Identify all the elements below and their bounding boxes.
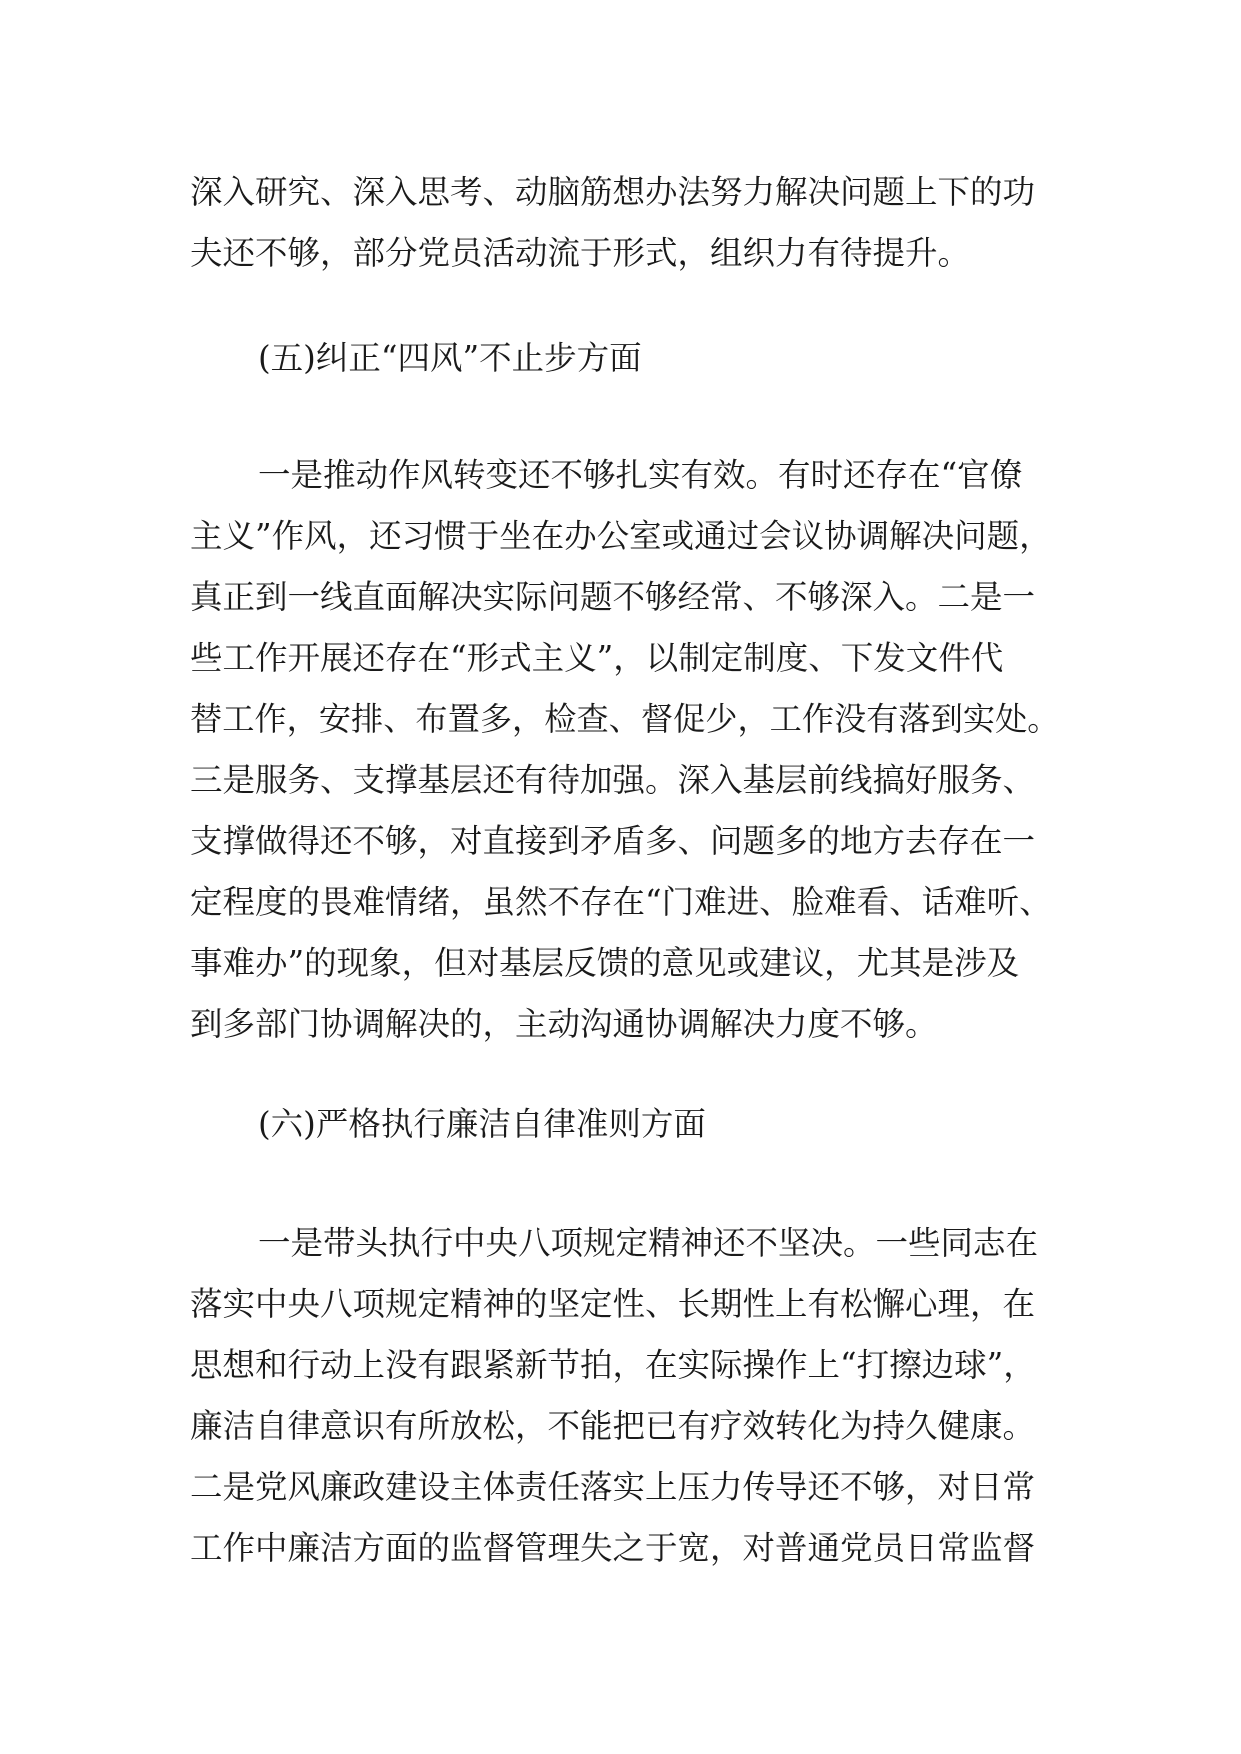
paragraph-line: 主义”作风，还习惯于坐在办公室或通过会议协调解决问题， <box>190 517 1052 555</box>
paragraph-four-winds <box>190 445 1060 1055</box>
paragraph-integrity <box>190 1213 1060 1579</box>
paragraph-line: 三是服务、支撑基层还有待加强。深入基层前线搞好服务、 <box>190 761 1036 799</box>
paragraph-line: 些工作开展还存在“形式主义”，以制定制度、下发文件代 <box>190 639 1004 677</box>
paragraph-line: 落实中央八项规定精神的坚定性、长期性上有松懈心理，在 <box>190 1285 1036 1323</box>
paragraph-line: 深入研究、深入思考、动脑筋想办法努力解决问题上下的功 <box>190 173 1036 211</box>
paragraph-line: 夫还不够，部分党员活动流于形式，组织力有待提升。 <box>190 234 971 272</box>
paragraph-line: 一是带头执行中央八项规定精神还不坚决。一些同志在 <box>258 1224 1039 1262</box>
paragraph-line: 思想和行动上没有跟紧新节拍，在实际操作上“打擦边球”， <box>190 1346 1036 1384</box>
section-heading-5: (五)纠正“四风”不止步方面 <box>258 339 642 377</box>
paragraph-line: 定程度的畏难情绪，虽然不存在“门难进、脸难看、话难听、 <box>190 883 1052 921</box>
paragraph-line: 一是推动作风转变还不够扎实有效。有时还存在“官僚 <box>258 456 1023 494</box>
paragraph-line: 工作中廉洁方面的监督管理失之于宽，对普通党员日常监督 <box>190 1529 1036 1567</box>
paragraph-line: 事难办”的现象，但对基层反馈的意见或建议，尤其是涉及 <box>190 944 1020 982</box>
paragraph-line: 到多部门协调解决的，主动沟通协调解决力度不够。 <box>190 1005 938 1043</box>
paragraph-line: 廉洁自律意识有所放松，不能把已有疗效转化为持久健康。 <box>190 1407 1036 1445</box>
paragraph-line: 替工作，安排、布置多，检查、督促少，工作没有落到实处。 <box>190 700 1060 738</box>
section-heading-6: (六)严格执行廉洁自律准则方面 <box>258 1105 706 1143</box>
paragraph-continuation <box>190 162 1060 284</box>
paragraph-line: 真正到一线直面解决实际问题不够经常、不够深入。二是一 <box>190 578 1036 616</box>
paragraph-line: 支撑做得还不够，对直接到矛盾多、问题多的地方去存在一 <box>190 822 1036 860</box>
paragraph-line: 二是党风廉政建设主体责任落实上压力传导还不够，对日常 <box>190 1468 1036 1506</box>
